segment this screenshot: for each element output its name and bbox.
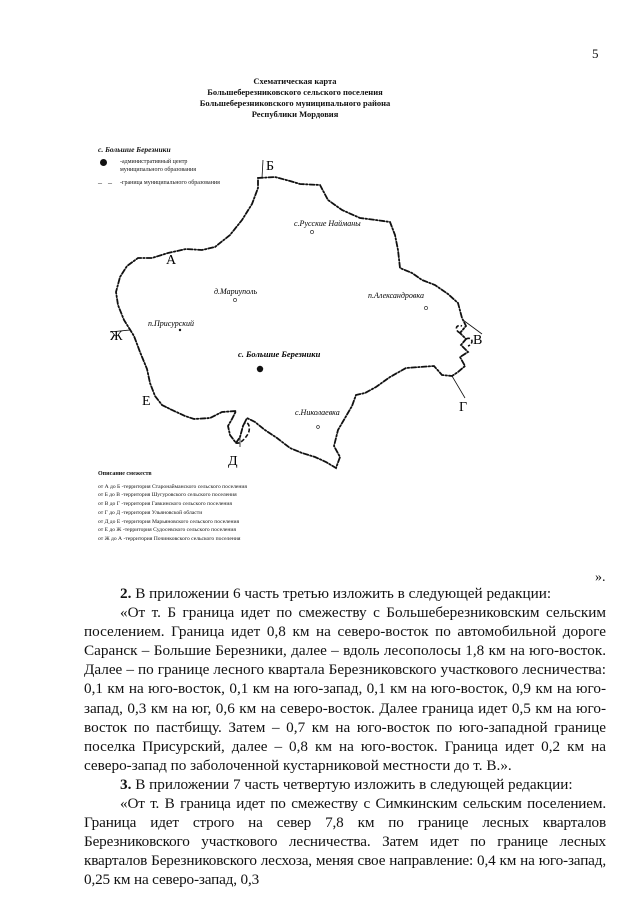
settlement-marker (179, 329, 181, 331)
map-title-line: Большеберезниковского сельского поселения (207, 87, 383, 97)
map-title-line: Республики Мордовия (251, 109, 339, 119)
boundary-line-icon: – – (98, 178, 114, 187)
paragraph-quote-1: «От т. Б граница идет по смежеству с Большеберезниковским сельским поселением. Граница идет 0,8 км на северо-восток по автомобильной дороге Саранск – Большие Березники, далее – вдоль лесополосы 1,8 км на юго-восток. Далее – по границе лесного квартала Березниковского участкового лесничества: 0,1 км на юго-восток, 0,1 км на юго-запад, 0,1 км на юго-восток, 0,9 км на юго-запад, 0,3 км на юг, 0,6 км на северо-восток. Далее граница идет 0,5 км на юго-восток по пастбищу. Затем – 0,7 км на юго-восток по юго-западной границе поселка Присурский, далее – 0,8 км на юго-восток. Граница идет 0,2 км на северо-запад по заболоченной кустарниковой местности до т. В.». (84, 604, 606, 774)
adjacency-row: от Б до В -территория Шугуровского сельского поселения (98, 492, 237, 499)
point-label-e: Е (142, 394, 151, 409)
paragraph-item-3 (84, 775, 606, 794)
legend-title: с. Большие Березники (98, 145, 171, 154)
legend-center-label: -административный центр муниципального образования (120, 159, 196, 173)
settlement-marker (317, 426, 320, 429)
admin-center-marker (257, 366, 263, 372)
legend-boundary-label: -граница муниципального образования (120, 180, 220, 186)
map-title (140, 76, 450, 120)
adjacency-description (98, 470, 247, 544)
settlement-label: с.Русские Найманы (294, 219, 361, 228)
paragraph-text: В приложении 7 часть четвертую изложить в следующей редакции: (131, 775, 573, 793)
point-label-zh: Ж (110, 329, 123, 344)
paragraph-quote-2: «От т. В граница идет по смежеству с Симкинским сельским поселением. Граница идет строго на север 7,8 км по границе лесных кварталов Березниковского участкового лесничества. Затем идет по границе лесных кварталов Березниковского лесхоза, меняя свое направление: 0,4 км на юго-запад, 0,25 км на северо-запад, 0,3 (84, 795, 606, 889)
point-label-v: В (473, 333, 483, 348)
settlement-label: п.Александровка (368, 291, 424, 300)
point-label-b: Б (266, 159, 275, 174)
closing-quote: ». (595, 570, 606, 585)
settlement-marker (310, 230, 313, 233)
settlement-marker (424, 306, 427, 309)
map-title-line: Схематическая карта (253, 76, 337, 86)
adjacency-row: от А до Б -территория Старонайманского сельского поселения (98, 483, 247, 490)
adjacency-row: от В до Г -территория Гавкинского сельского поселения (98, 501, 232, 508)
adjacency-row: от Ж до А -территория Починковского сельского поселения (98, 535, 241, 542)
marker-stroke (452, 376, 465, 398)
settlement-label: п.Присурский (148, 319, 195, 328)
settlement-label: с.Николаевка (295, 408, 340, 417)
item-number: 3. (120, 775, 132, 793)
document-body (84, 584, 606, 890)
point-label-a: А (166, 253, 177, 268)
adjacency-row: от Г до Д -территория Ульяновской области (98, 509, 203, 516)
adjacency-row: от Д до Е -территория Марьяновского сельского поселения (98, 518, 240, 525)
paragraph-text: В приложении 6 часть третью изложить в следующей редакции: (131, 585, 552, 602)
settlement-marker (233, 298, 236, 301)
marker-stroke (262, 160, 263, 178)
map-title-line: Большеберезниковского муниципального района (199, 98, 391, 108)
marker-stroke (162, 405, 172, 410)
settlement-map (90, 140, 500, 480)
settlement-label: д.Мариуполь (214, 287, 258, 296)
adjacency-title: Описание смежеств (98, 471, 152, 477)
settlement-label: с. Большие Березники (238, 349, 321, 359)
point-label-d: Д (228, 454, 238, 469)
adjacency-row: от Е до Ж -территория Судосевского сельского поселения (98, 527, 236, 534)
paragraph-item-2 (84, 584, 606, 603)
point-label-g: Г (459, 400, 468, 415)
page-number: 5 (592, 46, 599, 61)
item-number: 2. (120, 585, 132, 602)
